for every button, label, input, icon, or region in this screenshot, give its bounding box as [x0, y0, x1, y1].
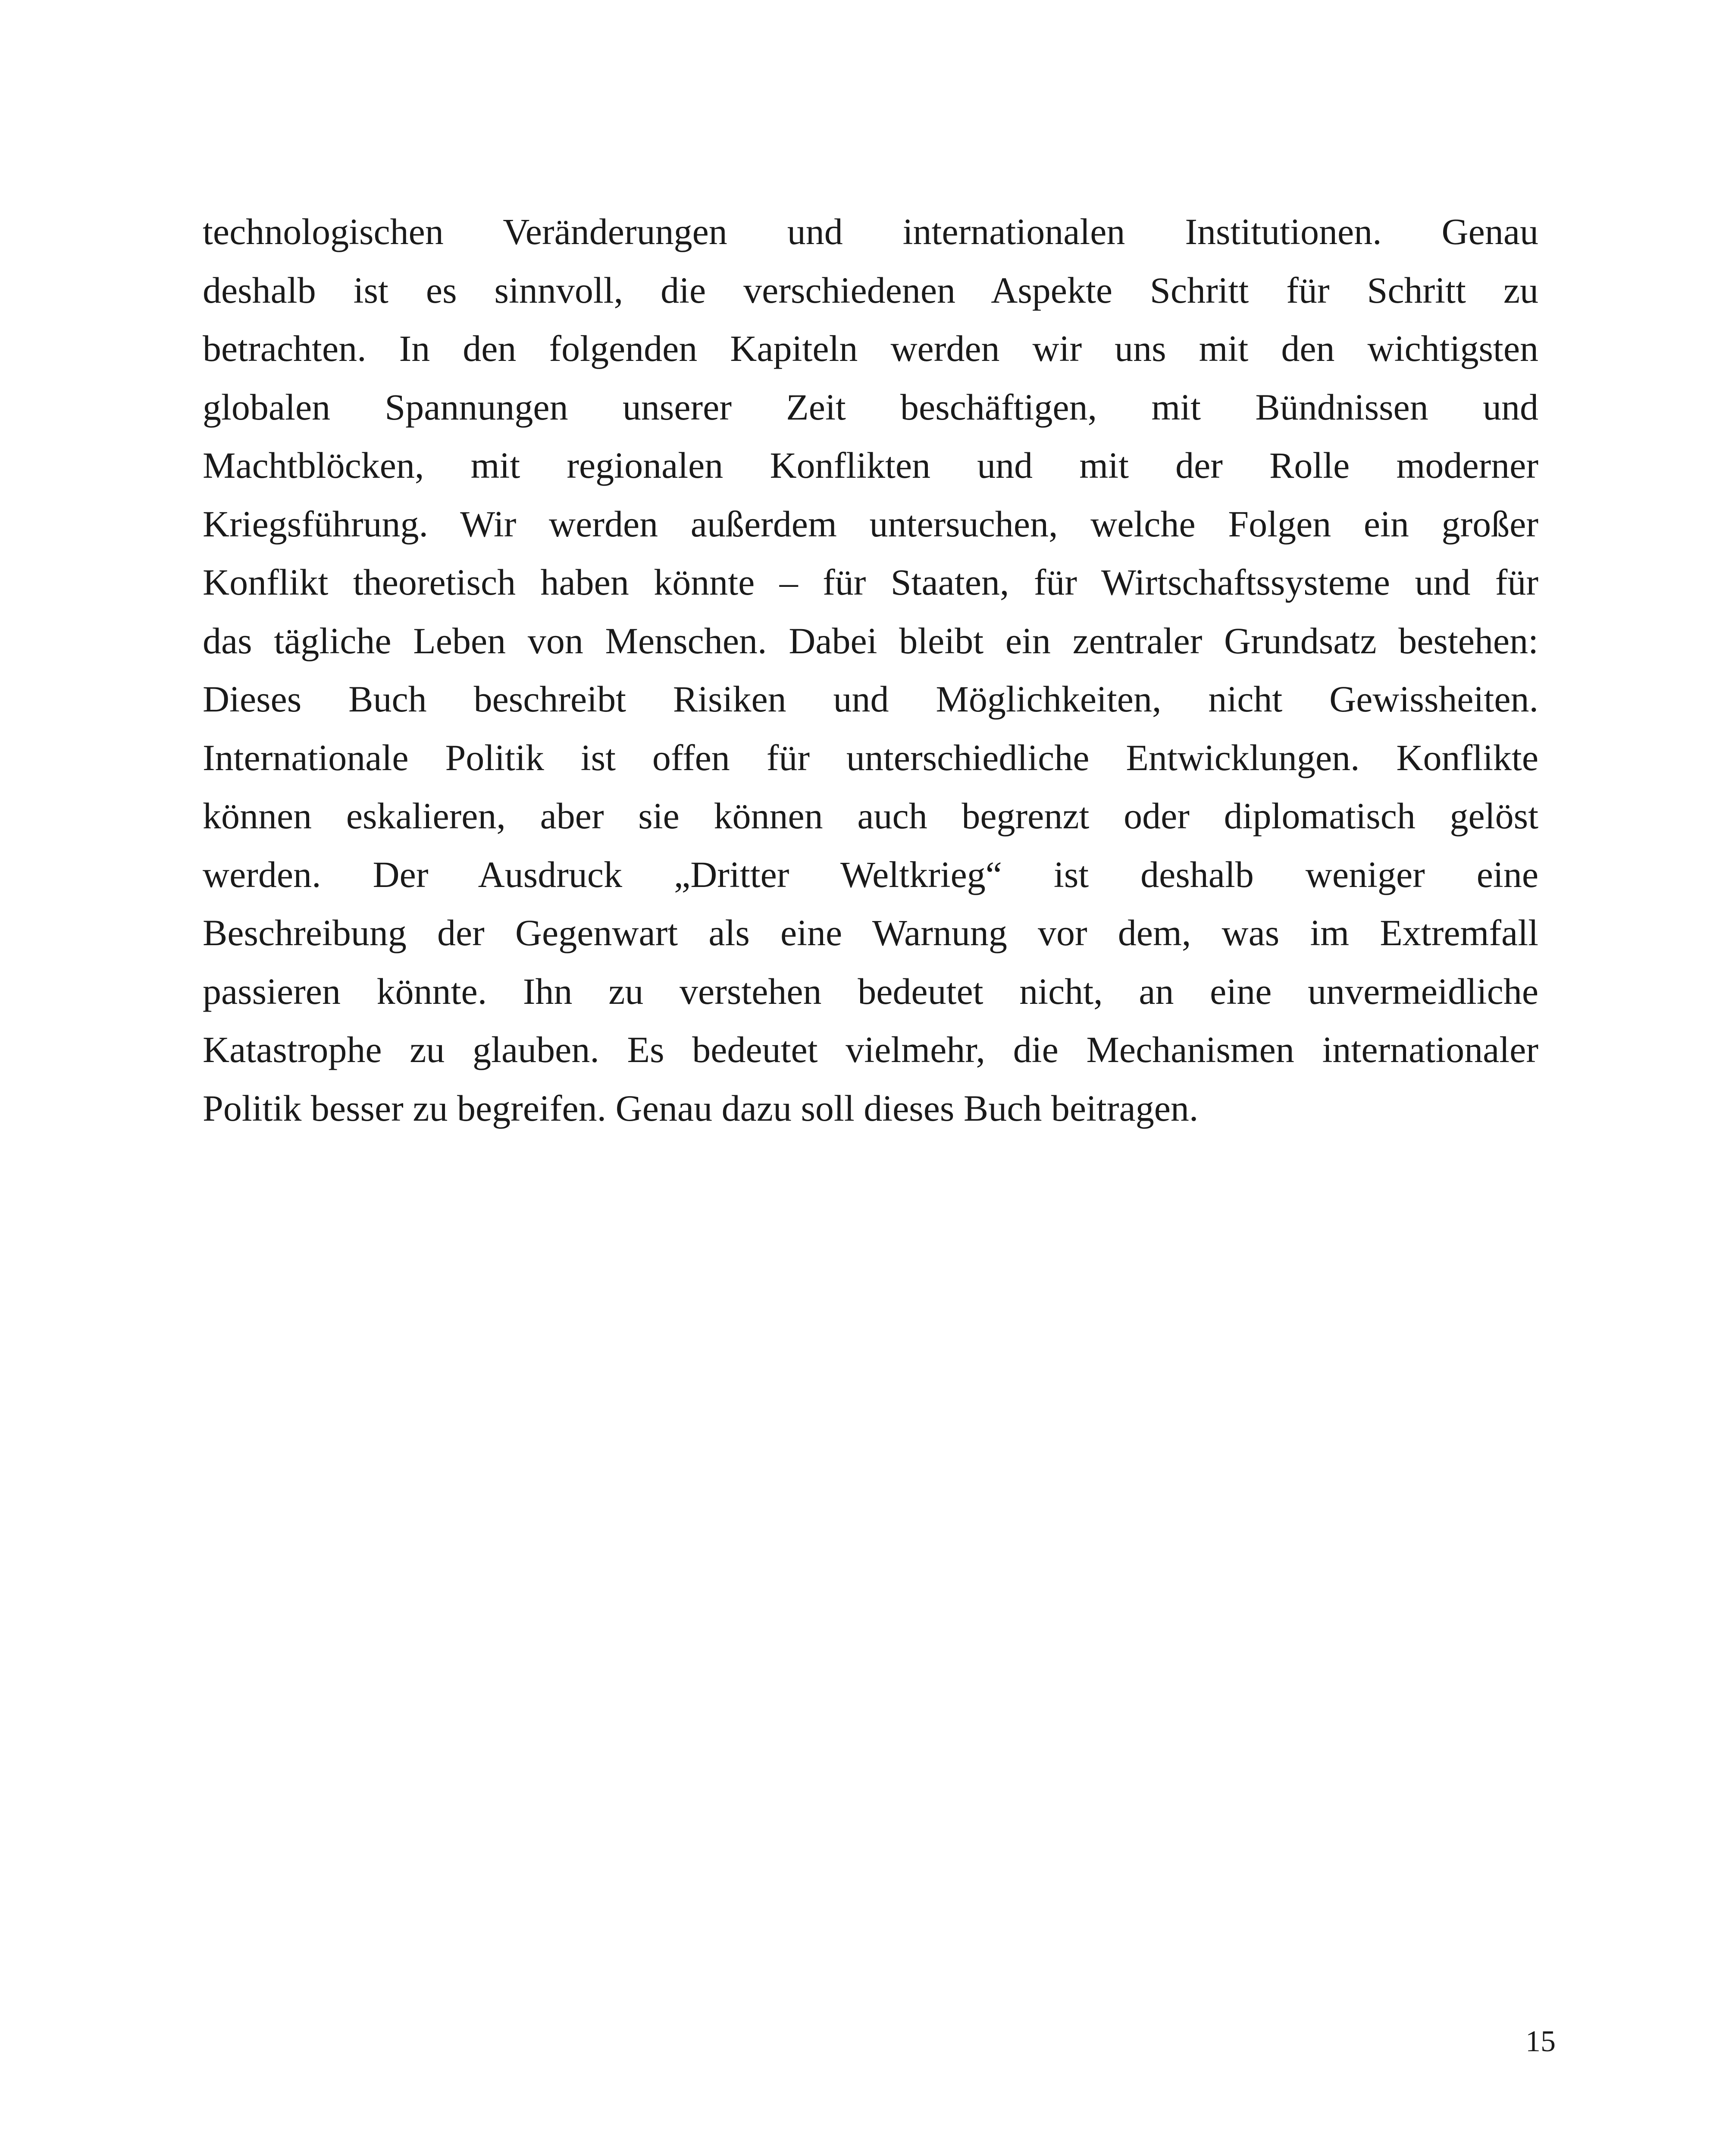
text-line: Machtblöcken, mit regionalen Konflikten und mit der Rolle moderner	[203, 445, 1538, 486]
text-line: deshalb ist es sinnvoll, die verschiedenen Aspekte Schritt für Schritt zu	[203, 269, 1538, 311]
text-line: Konflikt theoretisch haben könnte – für Staaten, für Wirtschaftssysteme und für	[203, 561, 1538, 603]
text-line: Beschreibung der Gegenwart als eine Warnung vor dem, was im Extremfall	[203, 912, 1538, 953]
text-line: können eskalieren, aber sie können auch begrenzt oder diplomatisch gelöst	[203, 795, 1538, 837]
text-line: passieren könnte. Ihn zu verstehen bedeutet nicht, an eine unvermeidliche	[203, 970, 1538, 1012]
page-number: 15	[1525, 2025, 1556, 2058]
text-line: Internationale Politik ist offen für unterschiedliche Entwicklungen. Konflikte	[203, 736, 1538, 778]
text-line: technologischen Veränderungen und internationalen Institutionen. Genau	[203, 211, 1538, 252]
text-line: Katastrophe zu glauben. Es bedeutet vielmehr, die Mechanismen internationaler	[203, 1029, 1538, 1070]
text-line: Kriegsführung. Wir werden außerdem untersuchen, welche Folgen ein großer	[203, 503, 1538, 545]
text-line: werden. Der Ausdruck „Dritter Weltkrieg“ ist deshalb weniger eine	[203, 853, 1538, 895]
text-line: das tägliche Leben von Menschen. Dabei bleibt ein zentraler Grundsatz bestehen:	[203, 620, 1538, 661]
text-line: betrachten. In den folgenden Kapiteln werden wir uns mit den wichtigsten	[203, 328, 1538, 369]
body-paragraph	[203, 203, 1538, 1138]
text-line: Politik besser zu begreifen. Genau dazu soll dieses Buch beitragen.	[203, 1087, 1199, 1129]
text-line: globalen Spannungen unserer Zeit beschäftigen, mit Bündnissen und	[203, 386, 1538, 428]
text-line: Dieses Buch beschreibt Risiken und Möglichkeiten, nicht Gewissheiten.	[203, 678, 1538, 720]
